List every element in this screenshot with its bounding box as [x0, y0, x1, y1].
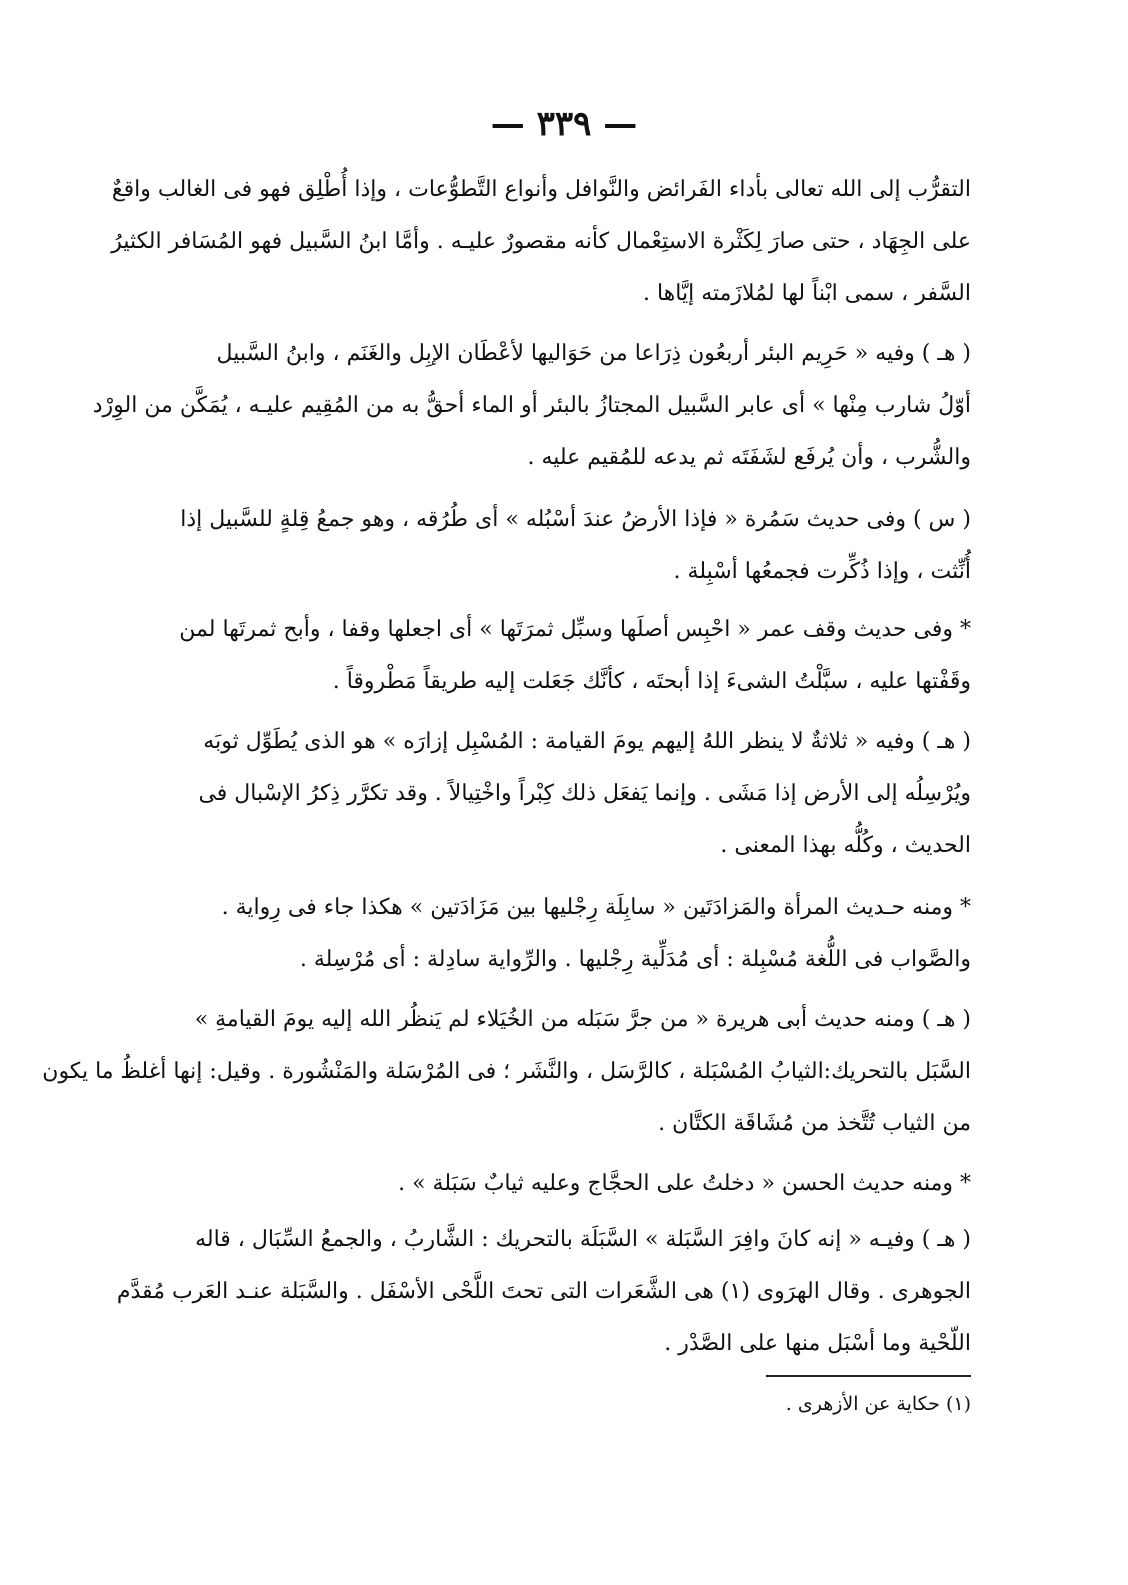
text-line: السَّبَل بالتحريك:الثيابُ المُسْبَلة ، كالرَّسَل ، والنَّشَر ؛ فى المُرْسَلة والمَنْشُورة . وقيل: إنها أغلظُ ما يكون [42, 1059, 971, 1084]
text-line: من الثياب تُتَّخذ من مُشَاقَة الكتَّان . [658, 1111, 971, 1136]
footnote: (١) حكاية عن الأزهرى . [785, 1393, 971, 1415]
text-line: * ومنه حـديث المرأة والمَزادَتَين « سابِلَة رِجْليها بين مَزَادَتين » هكذا جاء فى رِواية . [221, 895, 971, 920]
text-line: الحديث ، وكُلُّه بهذا المعنى . [720, 833, 971, 858]
page-number: — ٣٣٩ — [490, 104, 638, 144]
text-line: والصَّواب فى اللُّغة مُسْبِلة : أى مُدَلِّية رِجْليها . والرِّواية سادِلة : أى مُرْسِلة . [299, 947, 971, 972]
text-line: ( هـ ) وفيه « ثلاثةٌ لا ينظر اللهُ إليهم يومَ القيامة : المُسْبِل إزارَه » هو الذى يُطَوِّل ثوبَه [203, 729, 971, 754]
text-line: ( هـ ) ومنه حديث أبى هريرة « من جرَّ سَبَله من الخُيَلاء لم يَنظُر الله إليه يومَ القيامةِ » [194, 1007, 971, 1032]
text-line: الجوهرى . وقال الهرَوى (١) هى الشَّعَرات التى تحتَ اللَّحْى الأسْفَل . والسَّبَلة عنـد العَرب مُقدَّم [116, 1279, 971, 1304]
text-line: وقَفْتها عليه ، سبَّلْتُ الشىءَ إذا أبحتَه ، كأنَّك جَعَلت إليه طريقاً مَطْروقاً . [332, 669, 971, 694]
text-line: * ومنه حديث الحسن « دخلتُ على الحجَّاج وعليه ثيابٌ سَبَلة » . [398, 1171, 971, 1196]
text-line: التقرُّب إلى الله تعالى بأداء الفَرائض والنَّوافل وأنواع التَّطوُّعات ، وإذا أُطْلِق فهو فى الغالب واقعٌ [111, 177, 971, 202]
text-line: أوّلُ شارب مِنْها » أى عابر السَّبيل المجتازُ بالبئر أو الماء أحقُّ به من المُقِيم عليـه ، يُمَكَّن من الوِرْد [92, 393, 971, 418]
text-line: على الجِهَاد ، حتى صارَ لِكَثْرة الاستِعْمال كأنه مقصورٌ عليـه . وأمَّا ابنُ السَّبيل فهو المُسَافر الكثيرُ [111, 229, 971, 254]
text-line: اللّحْية وما أسْبَل منها على الصَّدْر . [664, 1331, 971, 1356]
footnote-divider [766, 1375, 971, 1377]
text-line: ويُرْسِلُه إلى الأرض إذا مَشَى . وإنما يَفعَل ذلك كِبْراً واخْتِيالاً . وقد تكرَّر ذِكرُ الإسْبال فى [198, 781, 971, 806]
text-line: أُنِّثت ، وإذا ذُكِّرت فجمعُها أسْبِلة . [673, 559, 971, 584]
text-line: * وفى حديث وقف عمر « احْبِس أصلَها وسبِّل ثمرَتَها » أى اجعلها وقفا ، وأبح ثمرتَها لمن [179, 617, 971, 642]
text-line: ( س ) وفى حديث سَمُرة « فإذا الأرضُ عندَ أسْبُله » أى طُرُقه ، وهو جمعُ قِلةٍ للسَّبيل إذا [180, 507, 971, 532]
text-line: ( هـ ) وفيه « حَرِيم البئر أربعُون ذِرَاعا من حَوَاليها لأعْطَان الإبِل والغَنَم ، وابنُ السَّبيل [216, 341, 971, 366]
text-line: ( هـ ) وفيـه « إنه كانَ وافِرَ السَّبَلة » السَّبَلَة بالتحريك : الشَّاربُ ، والجمعُ السِّبَال ، قاله [195, 1227, 971, 1252]
text-line: السَّفر ، سمى ابْناً لها لمُلازَمته إيَّاها . [642, 281, 971, 306]
text-line: والشُّرب ، وأن يُرفَع لشَفَتَه ثم يدعه للمُقيم عليه . [527, 445, 971, 470]
